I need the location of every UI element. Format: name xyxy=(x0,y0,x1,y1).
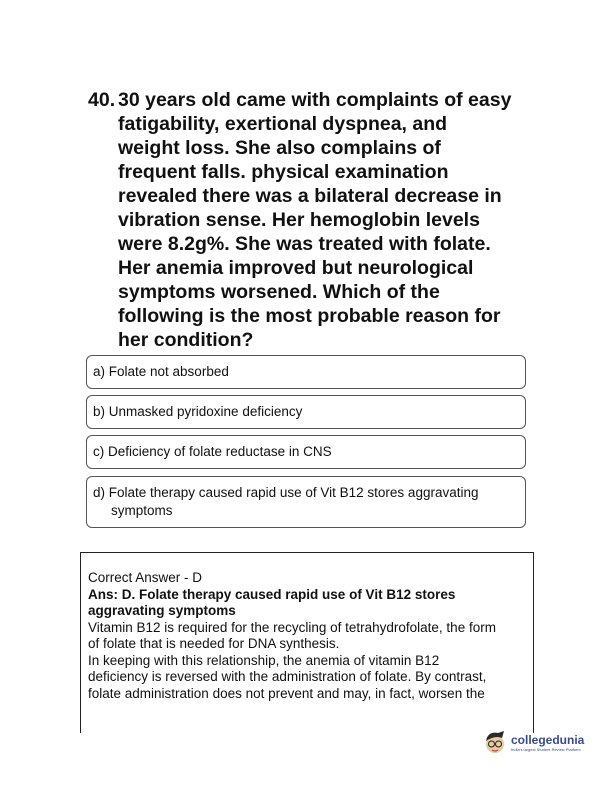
question-line: following is the most probable reason for xyxy=(118,305,501,327)
question-line: revealed there was a bilateral decrease in xyxy=(118,185,502,207)
answer-box xyxy=(80,552,534,733)
option-a[interactable] xyxy=(86,355,526,389)
answer-title: Ans: D. Folate therapy caused rapid use of Vit B12 stores xyxy=(88,586,456,602)
option-b[interactable] xyxy=(86,395,526,429)
option-c[interactable] xyxy=(86,435,526,469)
option-label: c) Deficiency of folate reductase in CNS xyxy=(93,444,332,459)
option-label: b) Unmasked pyridoxine deficiency xyxy=(93,404,303,419)
option-label: a) Folate not absorbed xyxy=(93,364,229,379)
correct-answer: Correct Answer - D xyxy=(88,570,203,585)
collegedunia-logo xyxy=(482,729,584,755)
question-line: her condition? xyxy=(118,329,254,351)
answer-title: aggravating symptoms xyxy=(88,603,236,618)
mascot-icon xyxy=(482,729,508,755)
question-number: 40. xyxy=(88,89,116,111)
explanation-line: In keeping with this relationship, the anemia of vitamin B12 xyxy=(88,652,440,668)
option-label: symptoms xyxy=(111,503,173,518)
question-line: were 8.2g%. She was treated with folate. xyxy=(118,233,491,255)
question-line: vibration sense. Her hemoglobin levels xyxy=(118,209,480,231)
logo-name: collegedunia xyxy=(511,732,585,747)
question-line: symptoms worsened. Which of the xyxy=(118,281,440,303)
logo-tagline: India's largest Student Review Platform xyxy=(511,746,581,752)
option-label: d) Folate therapy caused rapid use of Vit B12 stores aggravating xyxy=(93,485,479,500)
explanation-line: deficiency is reversed with the administration of folate. By contrast, xyxy=(88,669,487,684)
explanation-line: Vitamin B12 is required for the recycling of tetrahydrofolate, the form xyxy=(88,619,496,635)
option-d[interactable] xyxy=(86,476,526,528)
question-line: weight loss. She also complains of xyxy=(118,137,441,159)
question-line: 30 years old came with complaints of easy xyxy=(118,89,512,111)
question-line: fatigability, exertional dyspnea, and xyxy=(118,113,448,135)
explanation-line: of folate that is needed for DNA synthesis. xyxy=(88,636,340,651)
question-line: frequent falls. physical examination xyxy=(118,161,449,183)
explanation-line: folate administration does not prevent and may, in fact, worsen the xyxy=(88,685,485,701)
question-line: Her anemia improved but neurological xyxy=(118,257,474,279)
